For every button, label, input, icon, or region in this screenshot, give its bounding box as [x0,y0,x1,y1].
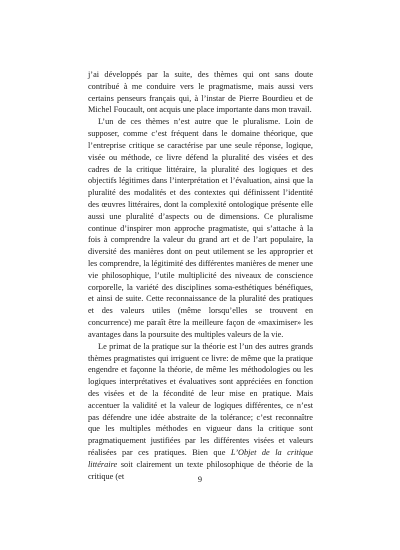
page-number: 9 [197,475,203,484]
text-column [88,69,313,482]
paragraph-text: Le primat de la pratique sur la théorie est l’un des autres grands thèmes pragmatistes qui irriguent ce livre: de même que la pratique engendre et façonne la théorie, de même les méthodologies ou les logiques interprétatives et évaluatives sont appréciées en fonction des visées et de la fécondité de leur mise en pratique. Mais accentuer la validité et la valeur de logiques différentes, ce n’est pas défendre une idée abstraite de la tolérance; c’est reconnaître que les multiples méthodes en vigueur dans la critique sont pragmatiquement justifiées par les différentes visées et valeurs réalisées par ces pratiques. Bien que [88,341,313,457]
paragraph [88,69,313,116]
page-body [88,69,313,482]
paragraph [88,116,313,340]
book-title-italic: L’Objet de la critique littéraire [88,448,313,469]
paragraph-text: L’un de ces thèmes n’est autre que le pluralisme. Loin de supposer, comme c’est fréquent dans le domaine théorique, que l’entreprise critique se caractérise par une seule réponse, logique, visée ou méthode, ce livre défend la pluralité des visées et des cadres de la critique littéraire, la pluralité des logiques et des objectifs légitimes dans l’interprétation et l’évaluation, ainsi que la pluralité des modalités et des contextes qui définissent l’identité des œuvres littéraires, dont la complexité ontologique présente elle aussi une pluralité d’aspects ou de dimensions. Ce pluralisme continue d’inspirer mon approche pragmatiste, qui s’attache à la fois à comprendre la valeur du grand art et de l’art populaire, la diversité des manières dont on peut utilement se les approprier et les comprendre, la légitimité des différentes manières de mener une vie philosophique, l’utile multiplicité des niveaux de conscience corporelle, la variété des disciplines soma-esthétiques bénéfiques, et ainsi de suite. Cette reconnaissance de la pluralité des pratiques et des valeurs utiles (même lorsqu’elles se trouvent en concurrence) me paraît être la meilleure façon de «maximiser» les avantages dans la poursuite des multiples valeurs de la vie. [88,117,313,339]
paragraph-text: j’ai développés par la suite, des thèmes qui ont sans doute contribué à me conduire vers le pragmatisme, mais aussi vers certains penseurs français qui, à l’instar de Pierre Bourdieu et de Michel Foucault, ont acquis une place importante dans mon travail. [88,70,313,115]
paragraph-text: soit clairement un texte philosophique de théorie de la critique (et [88,459,313,481]
paragraph [88,341,313,483]
